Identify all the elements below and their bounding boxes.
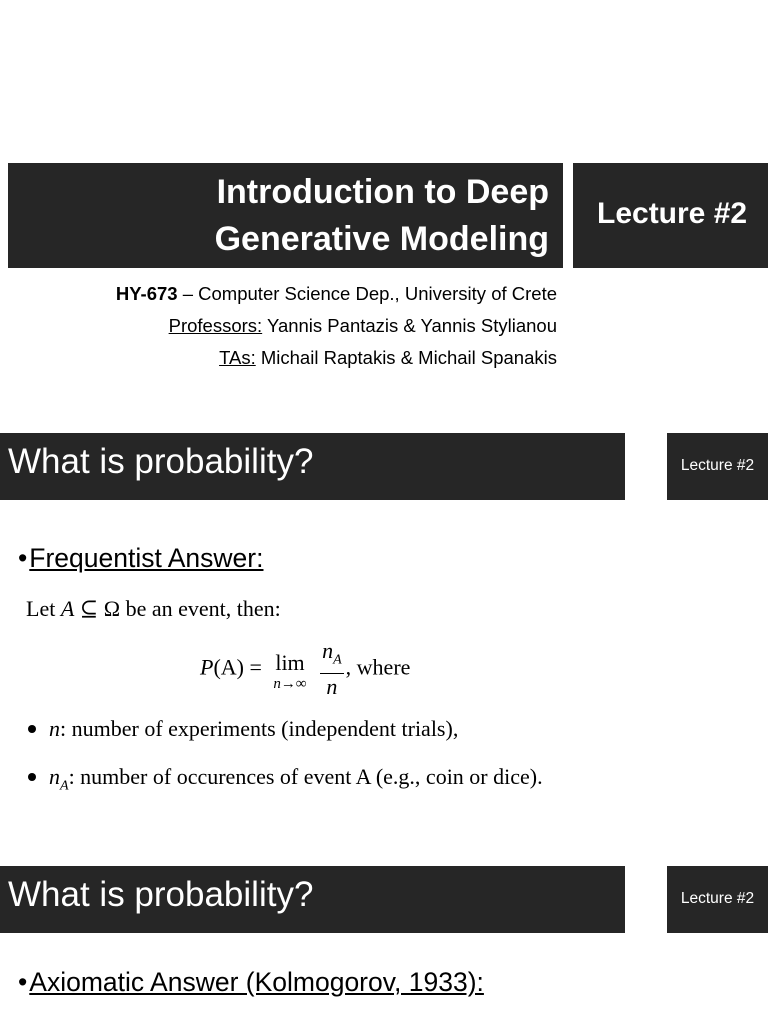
fraction-numerator <box>320 638 344 674</box>
professors-names: Yannis Pantazis & Yannis Stylianou <box>262 315 557 336</box>
probability-formula <box>200 638 410 698</box>
deck-title-line-1: Introduction to Deep <box>216 173 549 211</box>
item-symbol-subscript: A <box>60 778 69 794</box>
slide-2-lecture-tag-box <box>667 433 768 500</box>
bullet-dot-icon <box>28 773 36 781</box>
limit-operator: lim <box>275 649 305 675</box>
lecture-tag: Lecture #2 <box>597 197 748 230</box>
bullet-dot: • <box>18 543 28 573</box>
fraction-denominator: n <box>326 674 338 700</box>
deck-title <box>215 169 549 263</box>
slide-2-title: What is probability? <box>8 442 314 481</box>
slide-3-title-bar <box>0 866 625 933</box>
list-item <box>28 716 458 746</box>
event-symbol: A <box>60 596 75 621</box>
frequentist-heading <box>18 543 263 574</box>
item-text: : number of experiments (independent trials), <box>60 716 459 741</box>
item-text: : number of occurences of event A (e.g., coin or dice). <box>68 764 543 789</box>
axiomatic-heading-text: Axiomatic Answer (Kolmogorov, 1933): <box>29 967 484 997</box>
formula-tail: , where <box>345 654 411 680</box>
slide-3-lecture-tag-box <box>667 866 768 933</box>
tas-names: Michail Raptakis & Michail Spanakis <box>255 347 557 368</box>
event-definition-rest: ⊆ Ω be an event, then: <box>74 596 281 621</box>
slide-2-title-bar <box>0 433 625 500</box>
course-line <box>116 278 557 310</box>
course-info <box>116 278 557 374</box>
course-department: – Computer Science Dep., University of Crete <box>177 283 557 304</box>
let-text: Let <box>26 596 61 621</box>
formula-limit <box>273 647 306 692</box>
title-banner <box>8 163 563 268</box>
course-code: HY-673 <box>115 283 178 304</box>
frequentist-heading-text: Frequentist Answer: <box>29 543 264 573</box>
slide-3-lecture-tag: Lecture #2 <box>680 890 755 907</box>
bullet-dot: • <box>18 967 28 997</box>
slide-2-lecture-tag: Lecture #2 <box>680 457 755 474</box>
lecture-tag-box <box>573 163 768 268</box>
numerator-subscript: A <box>333 652 342 668</box>
numerator-symbol: n <box>322 638 334 663</box>
formula-p: P <box>200 654 214 680</box>
bullet-dot-icon <box>28 725 36 733</box>
tas-label: TAs: <box>219 347 256 368</box>
list-item <box>28 764 543 794</box>
item-symbol: n <box>49 764 60 789</box>
formula-fraction <box>320 638 344 700</box>
slide-3-title: What is probability? <box>8 875 314 914</box>
item-symbol: n <box>49 716 60 741</box>
tas-line <box>116 342 557 374</box>
formula-lhs-arg: (A) = <box>213 654 268 680</box>
professors-label: Professors: <box>168 315 263 336</box>
limit-subscript: n→∞ <box>273 675 307 692</box>
event-definition <box>26 596 281 622</box>
professors-line <box>116 310 557 342</box>
axiomatic-heading <box>18 967 484 998</box>
deck-title-line-2: Generative Modeling <box>214 220 549 258</box>
